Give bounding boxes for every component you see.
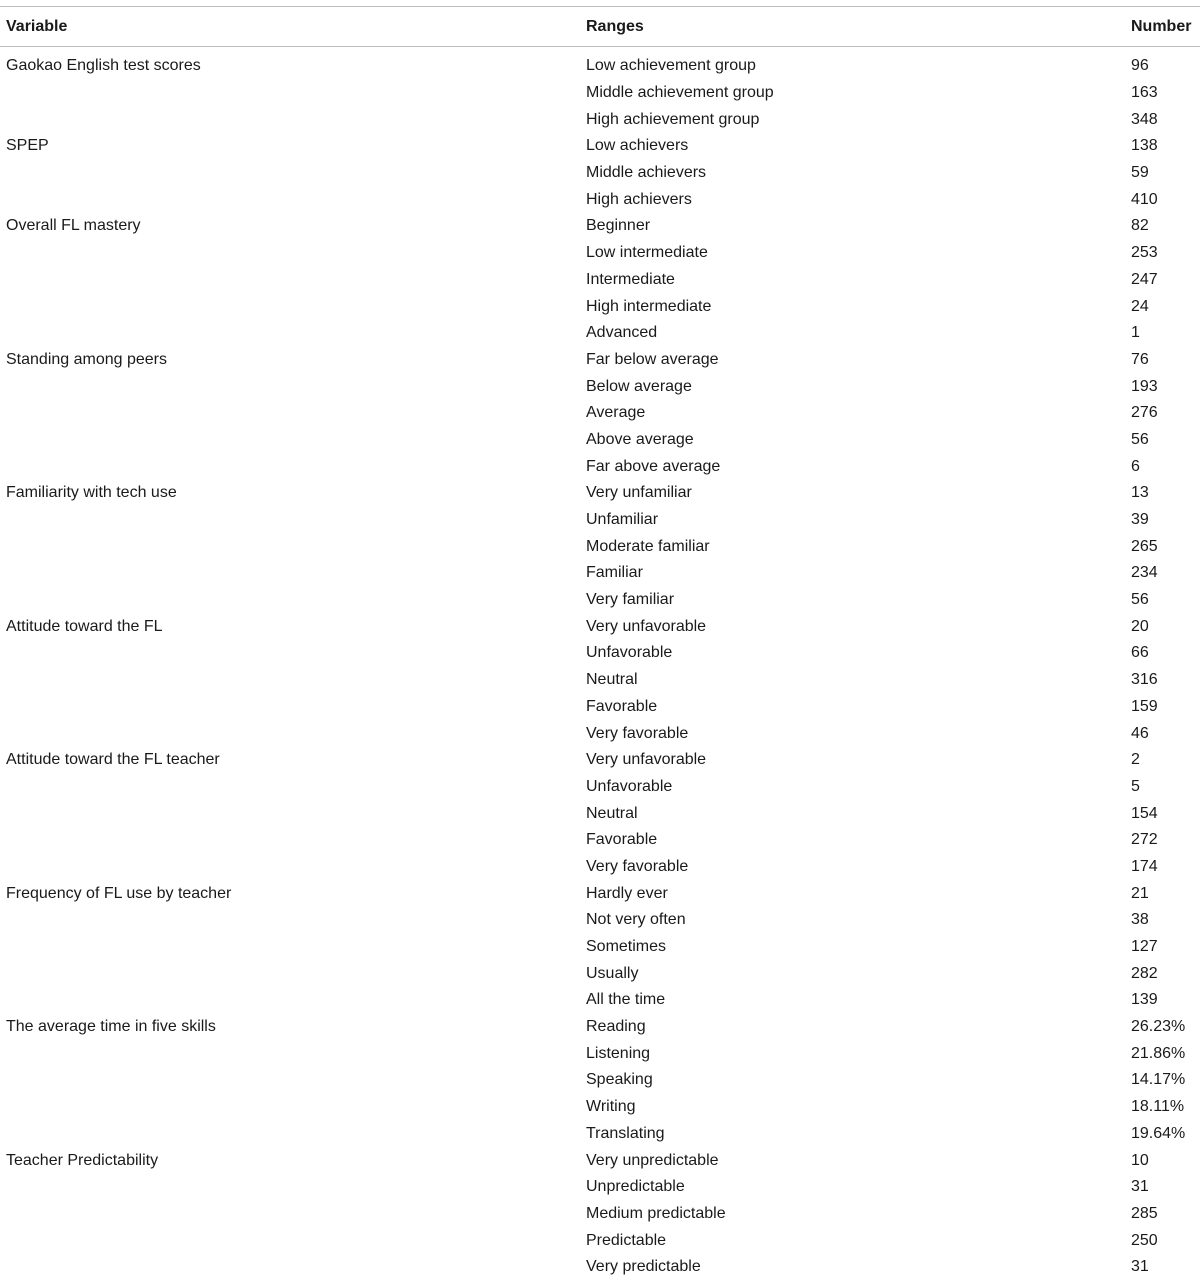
table-row [0,80,1200,107]
cell-range: Very unfavorable [586,617,707,635]
cell-range: Far below average [586,350,719,368]
cell-range: Very favorable [586,857,689,875]
cell-number: 19.64% [1131,1124,1186,1142]
cell-range: Medium predictable [586,1204,726,1222]
cell-variable: Frequency of FL use by teacher [6,884,232,902]
table-row [0,1067,1200,1094]
cell-number: 253 [1131,244,1158,262]
table-row [0,560,1200,587]
cell-range: Very predictable [586,1258,701,1276]
table-row [0,1147,1200,1174]
cell-range: Very favorable [586,724,689,742]
cell-number: 265 [1131,537,1158,555]
table-row [0,347,1200,374]
cell-number: 159 [1131,697,1158,715]
cell-variable: SPEP [6,137,49,155]
table-row [0,747,1200,774]
cell-number: 193 [1131,377,1158,395]
cell-number: 138 [1131,137,1158,155]
cell-number: 174 [1131,857,1158,875]
cell-range: Intermediate [586,270,675,288]
header-number: Number [1131,17,1192,35]
cell-variable: Teacher Predictability [6,1151,159,1169]
table-row [0,186,1200,213]
cell-number: 82 [1131,217,1149,235]
cell-range: Neutral [586,804,638,822]
table-row [0,507,1200,534]
cell-number: 24 [1131,297,1149,315]
cell-number: 56 [1131,591,1149,609]
table-row [0,213,1200,240]
table-header [0,7,1200,47]
cell-variable: Standing among peers [6,350,167,368]
table-row [0,267,1200,294]
cell-range: Far above average [586,457,721,475]
cell-range: Beginner [586,217,651,235]
table-row [0,720,1200,747]
cell-range: Neutral [586,671,638,689]
cell-number: 282 [1131,964,1158,982]
cell-number: 163 [1131,84,1158,102]
table-row [0,1174,1200,1201]
table-row [0,1040,1200,1067]
table-row [0,453,1200,480]
cell-range: Not very often [586,911,686,929]
cell-range: Very unfamiliar [586,484,692,502]
cell-number: 31 [1131,1178,1149,1196]
cell-range: High achievers [586,190,692,208]
table-row [0,960,1200,987]
header-variable: Variable [6,17,68,35]
table-row [0,1201,1200,1228]
table-row [0,694,1200,721]
table-row [0,133,1200,160]
cell-range: Reading [586,1018,646,1036]
cell-number: 26.23% [1131,1018,1186,1036]
cell-number: 154 [1131,804,1158,822]
table-row [0,800,1200,827]
table-row [0,293,1200,320]
cell-number: 247 [1131,270,1158,288]
cell-number: 10 [1131,1151,1149,1169]
cell-range: Low achievement group [586,57,756,75]
cell-range: Unpredictable [586,1178,685,1196]
table-row [0,613,1200,640]
cell-range: High achievement group [586,110,760,128]
cell-range: Favorable [586,697,658,715]
table-row [0,587,1200,614]
cell-range: High intermediate [586,297,712,315]
cell-range: Unfavorable [586,777,673,795]
cell-range: Favorable [586,831,658,849]
cell-range: Advanced [586,324,658,342]
cell-range: Average [586,404,646,422]
cell-number: 1 [1131,324,1140,342]
cell-number: 31 [1131,1258,1149,1276]
table-row [0,827,1200,854]
cell-number: 285 [1131,1204,1158,1222]
cell-variable: Overall FL mastery [6,217,141,235]
table-row [0,854,1200,881]
cell-number: 59 [1131,164,1149,182]
cell-range: Familiar [586,564,643,582]
cell-number: 39 [1131,511,1149,529]
table-row [0,1014,1200,1041]
table-row [0,400,1200,427]
cell-number: 96 [1131,57,1149,75]
table-row [0,106,1200,133]
cell-number: 56 [1131,430,1149,448]
cell-number: 76 [1131,350,1149,368]
cell-range: Middle achievers [586,164,707,182]
table-row [0,1254,1200,1281]
cell-range: All the time [586,991,666,1009]
cell-range: Unfamiliar [586,511,659,529]
cell-range: Middle achievement group [586,84,774,102]
cell-number: 21 [1131,884,1149,902]
table-row [0,774,1200,801]
cell-range: Very unpredictable [586,1151,719,1169]
cell-range: Moderate familiar [586,537,710,555]
cell-number: 410 [1131,190,1158,208]
table-row [0,640,1200,667]
cell-number: 2 [1131,751,1140,769]
table-row [0,880,1200,907]
cell-range: Sometimes [586,938,667,956]
cell-range: Speaking [586,1071,653,1089]
cell-number: 6 [1131,457,1140,475]
cell-number: 127 [1131,938,1158,956]
cell-range: Low intermediate [586,244,708,262]
table-row [0,240,1200,267]
cell-variable: Attitude toward the FL [6,617,163,635]
cell-range: Writing [586,1098,636,1116]
cell-number: 139 [1131,991,1158,1009]
cell-number: 316 [1131,671,1158,689]
table-row [0,1121,1200,1148]
cell-range: Very familiar [586,591,675,609]
table-row [0,1094,1200,1121]
cell-range: Very unfavorable [586,751,707,769]
cell-variable: The average time in five skills [6,1018,216,1036]
cell-variable: Attitude toward the FL teacher [6,751,220,769]
cell-range: Listening [586,1044,651,1062]
table-row [0,987,1200,1014]
cell-number: 272 [1131,831,1158,849]
cell-range: Predictable [586,1231,667,1249]
cell-variable: Gaokao English test scores [6,57,201,75]
header-ranges: Ranges [586,17,644,35]
table-row [0,320,1200,347]
cell-number: 46 [1131,724,1149,742]
cell-number: 21.86% [1131,1044,1186,1062]
table-row [0,667,1200,694]
cell-number: 13 [1131,484,1149,502]
table-row [0,934,1200,961]
cell-variable: Familiarity with tech use [6,484,177,502]
cell-range: Hardly ever [586,884,668,902]
table-row [0,1227,1200,1254]
table-row [0,907,1200,934]
cell-number: 18.11% [1131,1098,1185,1116]
cell-range: Unfavorable [586,644,673,662]
cell-range: Usually [586,964,639,982]
cell-range: Above average [586,430,694,448]
cell-number: 276 [1131,404,1158,422]
cell-number: 38 [1131,911,1149,929]
cell-number: 5 [1131,777,1140,795]
cell-range: Translating [586,1124,665,1142]
cell-number: 66 [1131,644,1149,662]
table-row [0,373,1200,400]
table-row [0,160,1200,187]
cell-number: 250 [1131,1231,1158,1249]
table-row [0,427,1200,454]
cell-range: Low achievers [586,137,689,155]
cell-number: 20 [1131,617,1149,635]
cell-range: Below average [586,377,692,395]
cell-number: 234 [1131,564,1158,582]
table-row [0,480,1200,507]
table-row [0,533,1200,560]
cell-number: 348 [1131,110,1158,128]
cell-number: 14.17% [1131,1071,1186,1089]
table-body [0,47,1200,1281]
table-row [0,53,1200,80]
